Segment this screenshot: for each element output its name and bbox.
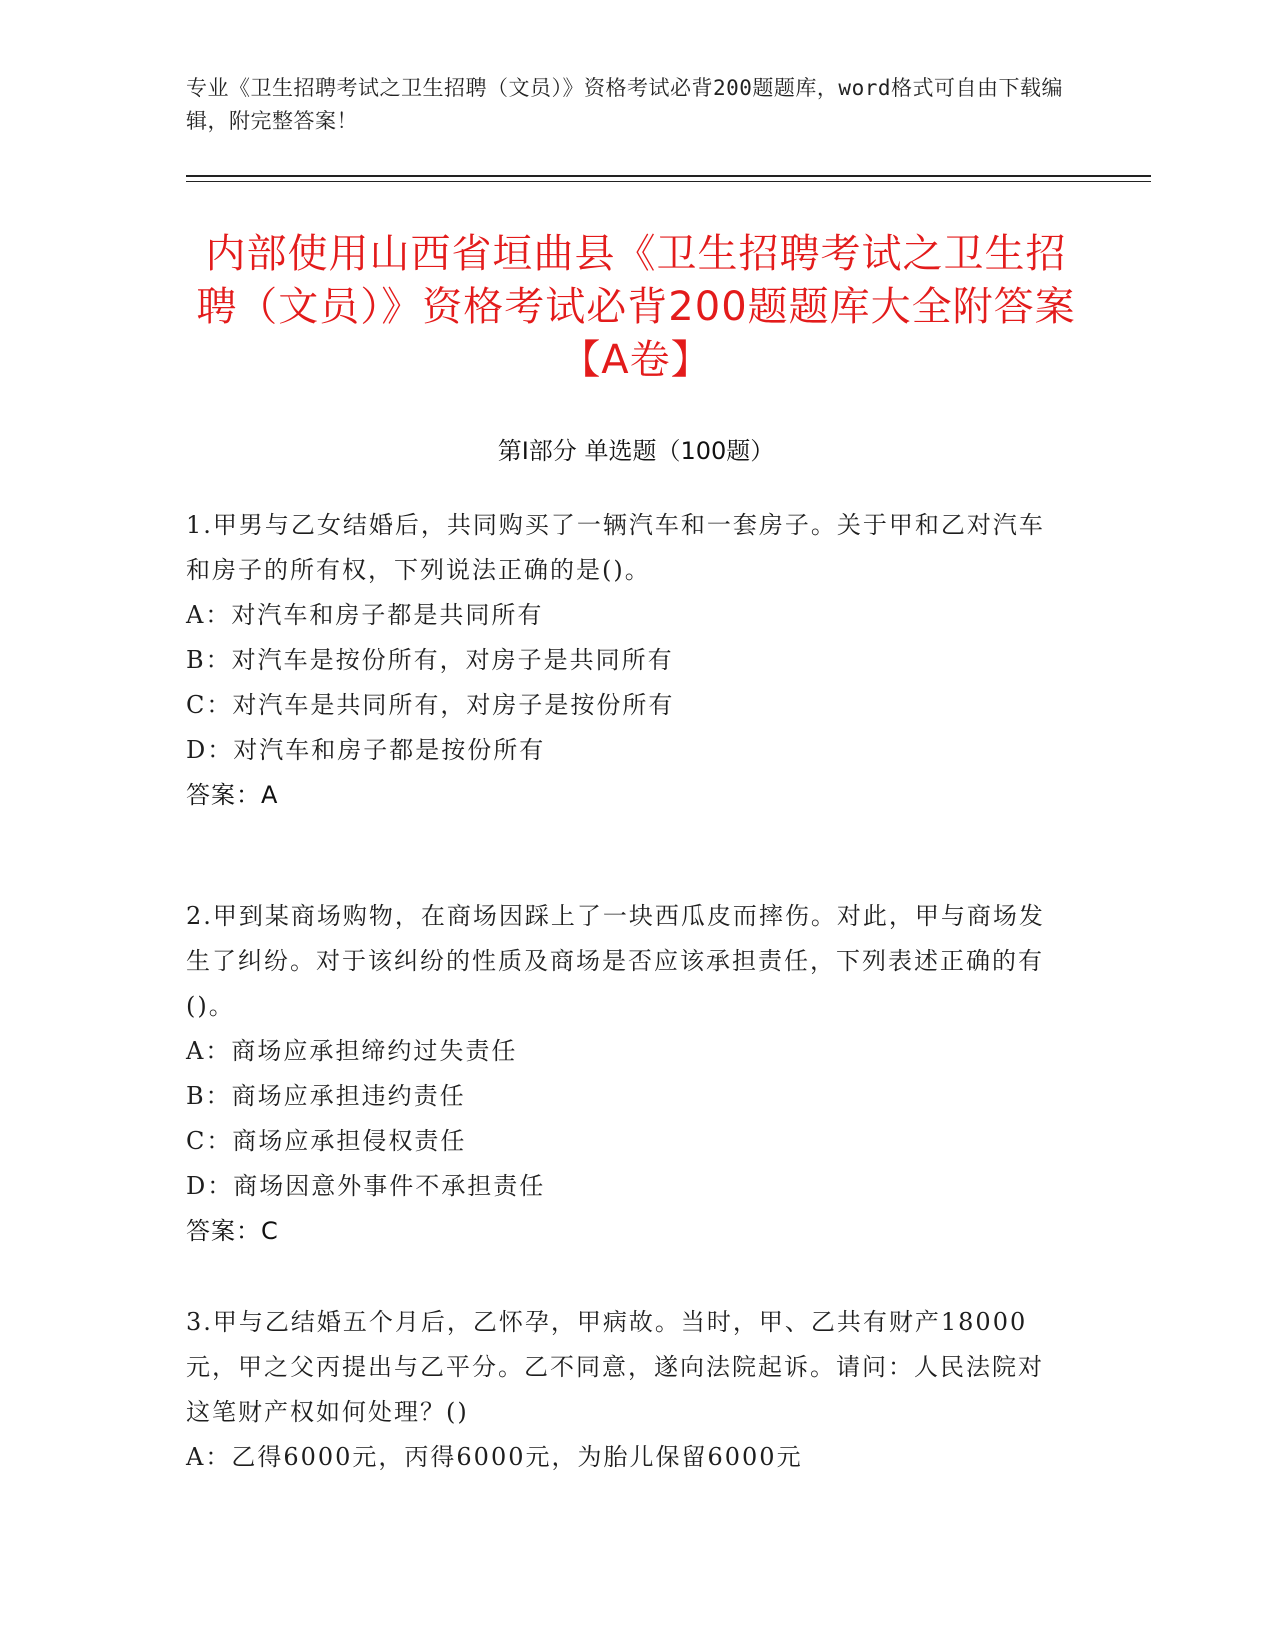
option-a: A：对汽车和房子都是共同所有 bbox=[186, 601, 544, 629]
option-b: B：对汽车是按份所有，对房子是共同所有 bbox=[186, 646, 674, 674]
question-stem: 2.甲到某商场购物，在商场因踩上了一块西瓜皮而摔伤。对此，甲与商场发生了纠纷。对于该纠纷的性质及商场是否应该承担责任，下列表述正确的有()。 bbox=[186, 902, 1045, 1020]
option-b: B：商场应承担违约责任 bbox=[186, 1082, 466, 1110]
header-divider-thick bbox=[186, 175, 1151, 177]
option-a: A：乙得6000元，丙得6000元，为胎儿保留6000元 bbox=[186, 1443, 803, 1471]
question-stem: 3.甲与乙结婚五个月后，乙怀孕，甲病故。当时，甲、乙共有财产18000元，甲之父丙提出与乙平分。乙不同意，遂向法院起诉。请问：人民法院对这笔财产权如何处理？() bbox=[186, 1308, 1044, 1426]
answer-label: 答案：C bbox=[186, 1217, 279, 1245]
section-heading: 第I部分 单选题（100题） bbox=[497, 437, 775, 465]
option-c: C：商场应承担侵权责任 bbox=[186, 1127, 467, 1155]
header-note: 专业《卫生招聘考试之卫生招聘（文员）》资格考试必背200题题库，word格式可自由下载编辑，附完整答案！ bbox=[186, 76, 1063, 133]
question-3 bbox=[186, 1300, 1066, 1480]
header-divider-thin bbox=[186, 181, 1151, 182]
answer-label: 答案：A bbox=[186, 781, 279, 809]
question-stem: 1.甲男与乙女结婚后，共同购买了一辆汽车和一套房子。关于甲和乙对汽车和房子的所有权，下列说法正确的是()。 bbox=[186, 511, 1045, 584]
question-2 bbox=[186, 894, 1066, 1254]
option-d: D：对汽车和房子都是按份所有 bbox=[186, 736, 546, 764]
option-a: A：商场应承担缔约过失责任 bbox=[186, 1037, 518, 1065]
document-title: 内部使用山西省垣曲县《卫生招聘考试之卫生招聘（文员）》资格考试必背200题题库大全附答案【A卷】 bbox=[196, 231, 1076, 383]
question-1 bbox=[186, 503, 1066, 818]
option-c: C：对汽车是共同所有，对房子是按份所有 bbox=[186, 691, 675, 719]
option-d: D：商场因意外事件不承担责任 bbox=[186, 1172, 546, 1200]
